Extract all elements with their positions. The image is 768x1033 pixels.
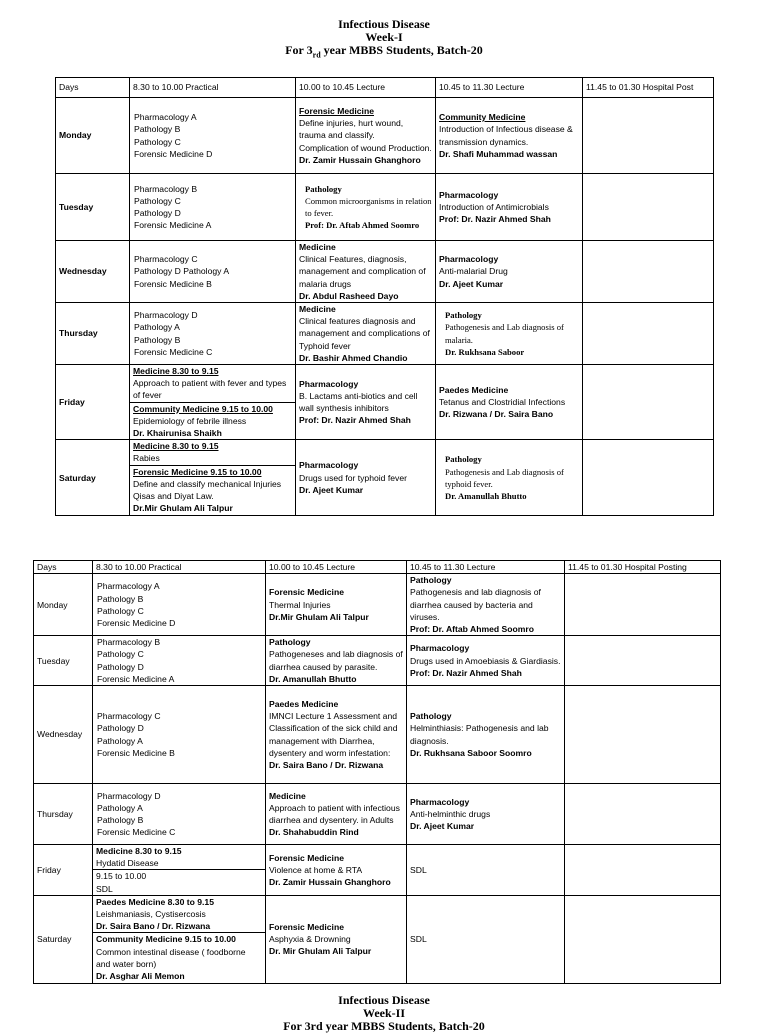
day-cell: Saturday xyxy=(34,895,93,983)
hospital-posting-cell xyxy=(583,365,714,440)
lecture-1-cell xyxy=(296,174,436,241)
lecture-topic: IMNCI Lecture 1 Assessment and Classification of the sick child and management with Diarrhea, dysentery and worm infestation: xyxy=(269,711,398,758)
lecture-1-cell xyxy=(296,365,436,440)
lecture-teacher: Dr. Zamir Hussain Ghanghoro xyxy=(269,877,391,888)
practical-group: Pathology C xyxy=(97,649,144,660)
practical-group: Pathology B xyxy=(97,593,144,604)
practical-group: Forensic Medicine B xyxy=(97,747,175,758)
practical-block xyxy=(93,932,265,982)
lecture-subject: Medicine xyxy=(299,242,336,252)
lecture-2-cell xyxy=(436,241,583,303)
column-header: 10.00 to 10.45 Lecture xyxy=(266,561,407,574)
practical-block xyxy=(93,869,265,894)
block-heading: Medicine 8.30 to 9.15 xyxy=(96,846,182,857)
lecture-teacher: Dr. Ajeet Kumar xyxy=(299,484,364,495)
lecture-1-cell xyxy=(296,303,436,365)
practical-group: Pathology D xyxy=(97,661,144,672)
block-topic: Epidemiology of febrile illness xyxy=(133,415,247,426)
table-row xyxy=(56,241,714,303)
column-header: 11.45 to 01.30 Hospital Post xyxy=(583,78,714,98)
block-topic: Hydatid Disease xyxy=(96,858,159,869)
lecture-teacher: Dr. Abdul Rasheed Dayo xyxy=(299,290,399,301)
practical-group: Pathology C xyxy=(134,136,181,147)
lecture-teacher: Dr. Bashir Ahmed Chandio xyxy=(299,352,408,363)
block-heading: Forensic Medicine 9.15 to 10.00 xyxy=(133,466,262,477)
lecture-teacher: Prof: Dr. Nazir Ahmed Shah xyxy=(439,214,551,225)
practical-group: Pharmacology B xyxy=(134,183,198,194)
lecture-2-cell xyxy=(436,303,583,365)
practical-cell xyxy=(93,574,266,636)
lecture-subject: Pathology xyxy=(410,575,452,586)
practical-group: Pathology D Pathology A xyxy=(134,266,230,277)
table-row xyxy=(56,440,714,516)
lecture-subject: Pharmacology xyxy=(410,796,470,807)
lecture-subject: Forensic Medicine xyxy=(299,105,374,116)
lecture-subject: Pathology xyxy=(269,637,311,648)
lecture-1-cell xyxy=(296,241,436,303)
lecture-2-cell xyxy=(436,98,583,174)
hospital-posting-cell xyxy=(565,686,721,784)
lecture-subject: Paedes Medicine xyxy=(269,698,339,709)
day-cell: Thursday xyxy=(34,784,93,845)
practical-block xyxy=(133,440,292,464)
practical-group: Forensic Medicine B xyxy=(134,278,212,289)
block-topic: Approach to patient with fever and types of fever xyxy=(133,378,287,401)
practical-group: Pharmacology A xyxy=(134,112,197,123)
practical-group: Pathology D xyxy=(97,723,144,734)
practical-group: Pharmacology C xyxy=(134,254,198,265)
lecture-teacher: Dr. Rukhsana Saboor xyxy=(445,346,525,357)
day-cell: Wednesday xyxy=(34,686,93,784)
lecture-subject: Pharmacology xyxy=(410,643,470,654)
block-topic: Rabies xyxy=(133,453,160,464)
week1-title: Infectious Disease xyxy=(338,17,430,31)
day-cell: Thursday xyxy=(56,303,130,365)
day-cell: Friday xyxy=(56,365,130,440)
hospital-posting-cell xyxy=(583,98,714,174)
lecture-topic: Anti-malarial Drug xyxy=(439,266,508,277)
table-row xyxy=(56,303,714,365)
practical-group: Pathology B xyxy=(134,124,181,135)
lecture-teacher: Prof: Dr. Aftab Ahmed Soomro xyxy=(305,220,420,231)
lecture-topic: Helminthiasis: Pathogenesis and lab diagnosis. xyxy=(410,723,549,746)
practical-cell xyxy=(93,784,266,845)
day-cell: Saturday xyxy=(56,440,130,516)
week1-subtitle: For $3_{rd}$ year MBBS Students, Batch-20 xyxy=(285,43,483,60)
table-row xyxy=(56,98,714,174)
practical-group: Forensic Medicine C xyxy=(134,346,213,357)
lecture-teacher: Dr. Amanullah Bhutto xyxy=(445,490,527,501)
hospital-posting-cell xyxy=(565,845,721,896)
lecture-subject: Pharmacology xyxy=(439,189,499,200)
lecture-subject: Pathology xyxy=(445,310,482,321)
lecture-subject: Pharmacology xyxy=(299,378,359,389)
lecture-topic: Pathogenesis and lab diagnosis of diarrhea caused by bacteria and viruses. xyxy=(410,587,541,622)
lecture-2-cell xyxy=(407,636,565,686)
practical-group: Forensic Medicine C xyxy=(97,827,176,838)
hospital-posting-cell xyxy=(565,895,721,983)
hospital-posting-cell xyxy=(565,784,721,845)
lecture-topic: Asphyxia & Drowning xyxy=(269,934,351,945)
practical-cell xyxy=(130,241,296,303)
lecture-topic: Tetanus and Clostridial Infections xyxy=(439,397,566,408)
lecture-1-cell xyxy=(266,636,407,686)
column-header: 11.45 to 01.30 Hospital Posting xyxy=(565,561,721,574)
week2-timetable xyxy=(33,560,721,984)
lecture-topic: Introduction of Antimicrobials xyxy=(439,201,549,212)
lecture-subject: Medicine xyxy=(299,304,336,315)
lecture-subject: Forensic Medicine xyxy=(269,852,344,863)
block-topic: Define and classify mechanical Injuries Qisas and Diyat Law. xyxy=(133,478,282,502)
column-header: 10.00 to 10.45 Lecture xyxy=(296,78,436,98)
lecture-teacher: Dr. Mir Ghulam Ali Talpur xyxy=(269,946,372,957)
block-heading: Paedes Medicine 8.30 to 9.15 xyxy=(96,896,214,907)
lecture-2-cell xyxy=(436,365,583,440)
practical-cell xyxy=(130,98,296,174)
block-topic: SDL xyxy=(96,883,113,894)
header-row xyxy=(56,78,714,98)
block-heading: Community Medicine 9.15 to 10.00 xyxy=(133,403,273,414)
day-cell: Monday xyxy=(34,574,93,636)
lecture-teacher: Dr. Shahabuddin Rind xyxy=(269,827,359,838)
practical-block xyxy=(96,896,262,933)
table-row xyxy=(56,174,714,241)
block-heading: Medicine 8.30 to 9.15 xyxy=(133,366,219,377)
column-header: 10.45 to 11.30 Lecture xyxy=(436,78,583,98)
lecture-subject: Pharmacology xyxy=(299,460,359,471)
day-cell: Wednesday xyxy=(56,241,130,303)
practical-group: Pathology C xyxy=(134,195,181,206)
practical-cell xyxy=(93,686,266,784)
column-header: 8.30 to 10.00 Practical xyxy=(130,78,296,98)
practical-group: Forensic Medicine A xyxy=(134,220,212,231)
lecture-subject: Pathology xyxy=(445,454,482,465)
practical-block xyxy=(133,365,292,402)
practical-group: Pathology A xyxy=(97,802,143,813)
block-heading: Medicine 8.30 to 9.15 xyxy=(133,441,219,452)
day-cell: Friday xyxy=(34,845,93,896)
lecture-topic: Common microorganisms in relation to fever. xyxy=(305,195,432,218)
hospital-posting-cell xyxy=(565,636,721,686)
practical-group: Pharmacology D xyxy=(97,790,161,801)
week1-header xyxy=(0,18,768,61)
table-row xyxy=(34,636,721,686)
hospital-posting-cell xyxy=(583,174,714,241)
lecture-teacher: Dr.Mir Ghulam Ali Talpur xyxy=(269,611,369,622)
lecture-subject: Forensic Medicine xyxy=(269,587,344,598)
lecture-teacher: Dr. Saira Bano / Dr. Rizwana xyxy=(269,759,384,770)
lecture-2-cell xyxy=(407,784,565,845)
day-cell: Monday xyxy=(56,98,130,174)
day-cell: Tuesday xyxy=(34,636,93,686)
block-teacher: Dr. Asghar Ali Memon xyxy=(96,971,185,982)
hospital-posting-cell xyxy=(583,303,714,365)
table-row xyxy=(34,574,721,636)
lecture-topic: Pathogeneses and lab diagnosis of diarrhea caused by parasite. xyxy=(269,649,403,672)
practical-cell xyxy=(93,845,266,896)
column-header: Days xyxy=(34,561,93,574)
block-topic: Common intestinal disease ( foodborne and water born) xyxy=(96,946,246,969)
practical-cell xyxy=(130,174,296,241)
column-header: Days xyxy=(56,78,130,98)
practical-group: Forensic Medicine D xyxy=(97,617,176,628)
lecture-teacher: Dr. Rizwana / Dr. Saira Bano xyxy=(439,409,554,420)
lecture-1-cell xyxy=(296,98,436,174)
lecture-topic: Thermal Injuries xyxy=(269,599,331,610)
practical-block xyxy=(130,465,295,515)
block-teacher: Dr. Khairunisa Shaikh xyxy=(133,428,222,439)
day-cell: Tuesday xyxy=(56,174,130,241)
lecture-topic: Clinical features diagnosis and management and complications of Typhoid fever xyxy=(299,316,430,351)
lecture-teacher: Dr. Rukhsana Saboor Soomro xyxy=(410,747,532,758)
practical-group: Forensic Medicine D xyxy=(134,148,213,159)
week2-header xyxy=(0,994,768,1033)
lecture-2-cell xyxy=(407,574,565,636)
practical-group: Pathology A xyxy=(134,322,180,333)
lecture-topic: B. Lactams anti-biotics and cell wall synthesis inhibitors xyxy=(299,390,418,414)
lecture-subject: Medicine xyxy=(269,790,306,801)
practical-cell xyxy=(130,440,296,516)
lecture-2-cell xyxy=(436,440,583,516)
lecture-topic: Anti-helminthic drugs xyxy=(410,808,491,819)
hospital-posting-cell xyxy=(565,574,721,636)
practical-group: Pharmacology C xyxy=(97,711,161,722)
week1-timetable xyxy=(55,77,714,516)
practical-cell xyxy=(130,365,296,440)
lecture-1-cell xyxy=(266,784,407,845)
lecture-teacher: Dr. Ajeet Kumar xyxy=(439,278,504,289)
lecture-teacher: Dr. Zamir Hussain Ghanghoro xyxy=(299,154,421,165)
lecture-2-cell xyxy=(407,895,565,983)
lecture-teacher: Dr. Ajeet Kumar xyxy=(410,821,475,832)
lecture-plain: SDL xyxy=(410,934,427,945)
lecture-1-cell xyxy=(266,845,407,896)
practical-group: Pathology C xyxy=(97,605,144,616)
practical-cell xyxy=(130,303,296,365)
practical-group: Pharmacology A xyxy=(97,581,160,592)
lecture-teacher: Dr. Shafi Muhammad wassan xyxy=(439,148,558,159)
practical-group: Pathology D xyxy=(134,208,181,218)
column-header: 10.45 to 11.30 Lecture xyxy=(407,561,565,574)
week2-subtitle: For 3rd year MBBS Students, Batch-20 xyxy=(283,1019,485,1033)
week2-title: Infectious Disease xyxy=(338,993,430,1007)
table-row xyxy=(34,895,721,983)
lecture-2-cell xyxy=(407,845,565,896)
table-row xyxy=(34,784,721,845)
lecture-topic: Pathogenesis and Lab diagnosis of malaria. xyxy=(445,322,564,345)
block-teacher: Dr.Mir Ghulam Ali Talpur xyxy=(133,503,233,514)
lecture-1-cell xyxy=(266,686,407,784)
practical-group: Pathology B xyxy=(97,815,144,826)
lecture-2-cell xyxy=(436,174,583,241)
practical-cell xyxy=(93,636,266,686)
week1-week-label: Week-I xyxy=(365,30,403,44)
lecture-topic: Pathogenesis and Lab diagnosis of typhoid fever. xyxy=(445,466,564,489)
lecture-topic: Complication of wound Production. xyxy=(299,142,432,153)
header-row xyxy=(34,561,721,574)
practical-block xyxy=(130,402,295,440)
lecture-teacher: Dr. Amanullah Bhutto xyxy=(269,673,357,684)
block-heading: Community Medicine 9.15 to 10.00 xyxy=(96,934,236,945)
lecture-subject: Pathology xyxy=(305,183,342,194)
lecture-1-cell xyxy=(266,574,407,636)
lecture-topic: Introduction of Infectious disease & transmission dynamics. xyxy=(439,124,573,147)
practical-cell xyxy=(93,895,266,983)
lecture-topic: Approach to patient with infectious diarrhea and dysentery. in Adults xyxy=(269,802,400,826)
lecture-topic: Clinical Features, diagnosis, management and complication of malaria drugs xyxy=(299,254,426,289)
practical-group: Pharmacology B xyxy=(97,637,161,648)
lecture-subject: Forensic Medicine xyxy=(269,922,344,933)
table-row xyxy=(34,686,721,784)
lecture-subject: Pharmacology xyxy=(439,254,499,265)
practical-block xyxy=(96,845,262,869)
lecture-topic: Violence at home & RTA xyxy=(269,864,363,875)
lecture-2-cell xyxy=(407,686,565,784)
lecture-topic: Drugs used in Amoebiasis & Giardiasis. xyxy=(410,655,561,666)
table-row xyxy=(56,365,714,440)
block-teacher: Dr. Saira Bano / Dr. Rizwana xyxy=(96,921,211,932)
block-topic: Leishmaniasis, Cystisercosis xyxy=(96,909,206,920)
lecture-teacher: Prof: Dr. Nazir Ahmed Shah xyxy=(410,667,522,678)
practical-group: Pathology A xyxy=(97,735,143,746)
practical-group: Forensic Medicine A xyxy=(97,673,175,684)
lecture-topic: Drugs used for typhoid fever xyxy=(299,472,407,483)
table-row xyxy=(34,845,721,896)
lecture-topic: Define injuries, hurt wound, trauma and classify. xyxy=(299,118,404,141)
lecture-1-cell xyxy=(266,895,407,983)
practical-group: Pharmacology D xyxy=(134,310,198,321)
lecture-subject: Pathology xyxy=(410,711,452,722)
practical-group: Pathology B xyxy=(134,334,181,345)
column-header: 8.30 to 10.00 Practical xyxy=(93,561,266,574)
lecture-teacher: Prof: Dr. Aftab Ahmed Soomro xyxy=(410,624,534,635)
lecture-subject: Paedes Medicine xyxy=(439,384,509,395)
hospital-posting-cell xyxy=(583,440,714,516)
lecture-subject: Community Medicine xyxy=(439,112,526,123)
week2-week-label: Week-II xyxy=(363,1006,405,1020)
lecture-plain: SDL xyxy=(410,864,427,875)
block-heading: 9.15 to 10.00 xyxy=(96,871,147,882)
hospital-posting-cell xyxy=(583,241,714,303)
lecture-1-cell xyxy=(296,440,436,516)
lecture-teacher: Prof: Dr. Nazir Ahmed Shah xyxy=(299,415,411,426)
